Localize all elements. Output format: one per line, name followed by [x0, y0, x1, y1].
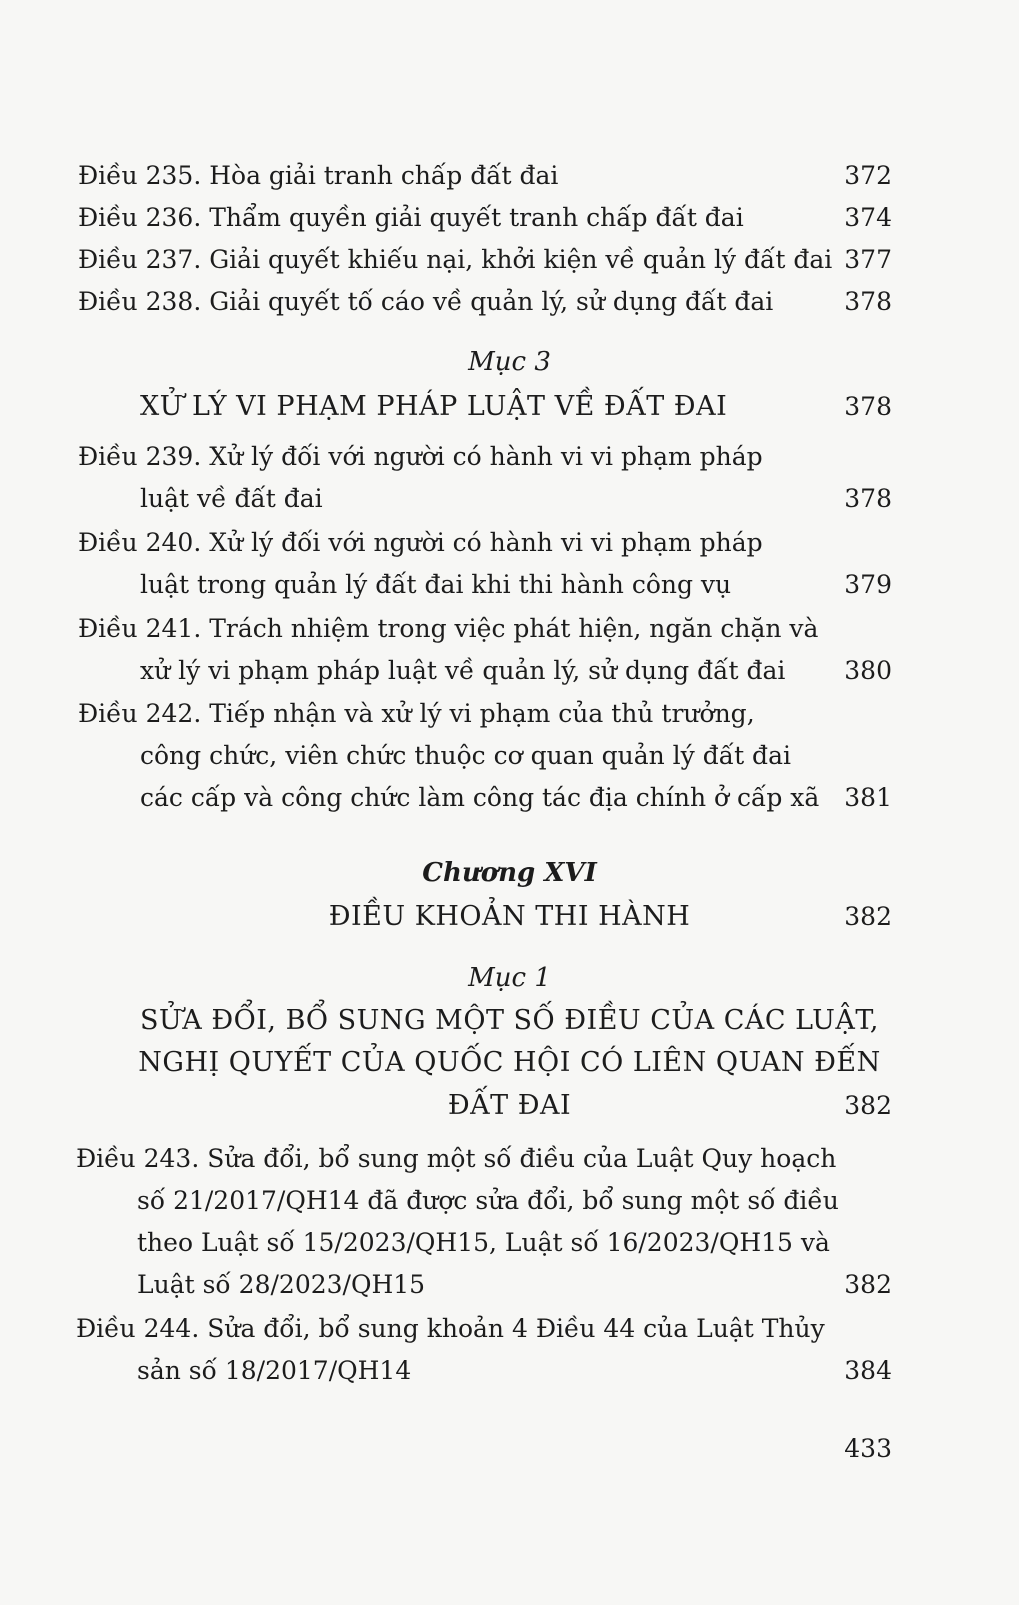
toc-entry-title: Điều 238. Giải quyết tố cáo về quản lý, sử dụng đất đai [78, 287, 774, 316]
toc-page: Điều 235. Hòa giải tranh chấp đất đai 372 Điều 236. Thẩm quyền giải quyết tranh chấp đất đai 374 Điều 237. Giải quyết khiếu nại, khởi kiện về quản lý đất đai 377 Điều 238. Giải quyết tố cáo về quản lý, sử dụng đất đai 378 Mục 3 XỬ LÝ VI PHẠM PHÁP LUẬT VỀ ĐẤT ĐAI 378 Điều 239. Xử lý đối với người có hành vi vi phạm pháp luật về đất đai 378 Điều 240. Xử lý đối với người có hành vi vi phạm pháp luật trong quản lý đất đai khi thi hành công vụ 379 Điều 241. Trách nhiệm trong việc phát hiện, ngăn chặn và xử lý vi phạm pháp luật về quản lý, sử dụng đất đai 380 Điều 242. Tiếp nhận và xử lý vi phạm của thủ trưởng, công chức, viên chức thuộc cơ quan quản lý đất đai các cấp và công chức làm công tác địa chính ở cấp xã 381 Chương XVI ĐIỀU KHOẢN THI HÀNH 382 Mục 1 SỬA ĐỔI, BỔ SUNG MỘT SỐ ĐIỀU CỦA CÁC LUẬT, NGHỊ QUYẾT CỦA QUỐC HỘI CÓ LIÊN QUAN ĐẾN ĐẤT ĐAI 382 Điều 243. Sửa đổi, bổ sung một số điều của Luật Quy hoạch số 21/2017/QH14 đã được sửa đổi, bổ sung một số điều theo Luật số 15/2023/QH15, Luật số 16/2023/QH15 và Luật số 28/2023/QH15 382 Điều 244. Sửa đổi, bổ sung khoản 4 Điều 44 của Luật Thủy sản số 18/2017/QH14 384 433 [0, 0, 1019, 1605]
toc-entry-title: Điều 236. Thẩm quyền giải quyết tranh chấp đất đai [78, 203, 744, 232]
toc-entry-title: Điều 237. Giải quyết khiếu nại, khởi kiện về quản lý đất đai [78, 245, 833, 274]
toc-entry-page: 374 [844, 203, 892, 232]
section-title: XỬ LÝ VI PHẠM PHÁP LUẬT VỀ ĐẤT ĐAI [140, 391, 728, 422]
toc-entry-page: 380 [844, 656, 892, 685]
toc-entry-page: 378 [844, 392, 892, 421]
toc-entry-page: 382 [844, 1270, 892, 1299]
toc-entry-page: 378 [844, 287, 892, 316]
toc-entry-page: 382 [844, 1091, 892, 1120]
toc-entry-page: 381 [844, 783, 892, 812]
toc-entry-page: 379 [844, 570, 892, 599]
toc-entry-page: 382 [844, 902, 892, 931]
page-number: 433 [844, 1434, 892, 1463]
toc-entry-page: 384 [844, 1356, 892, 1385]
chapter-title: ĐIỀU KHOẢN THI HÀNH [328, 901, 691, 932]
toc-entry-page: 372 [844, 161, 892, 190]
toc-entry-page: 377 [844, 245, 892, 274]
toc-entry-title: Điều 235. Hòa giải tranh chấp đất đai [78, 161, 559, 190]
toc-entry-page: 378 [844, 484, 892, 513]
